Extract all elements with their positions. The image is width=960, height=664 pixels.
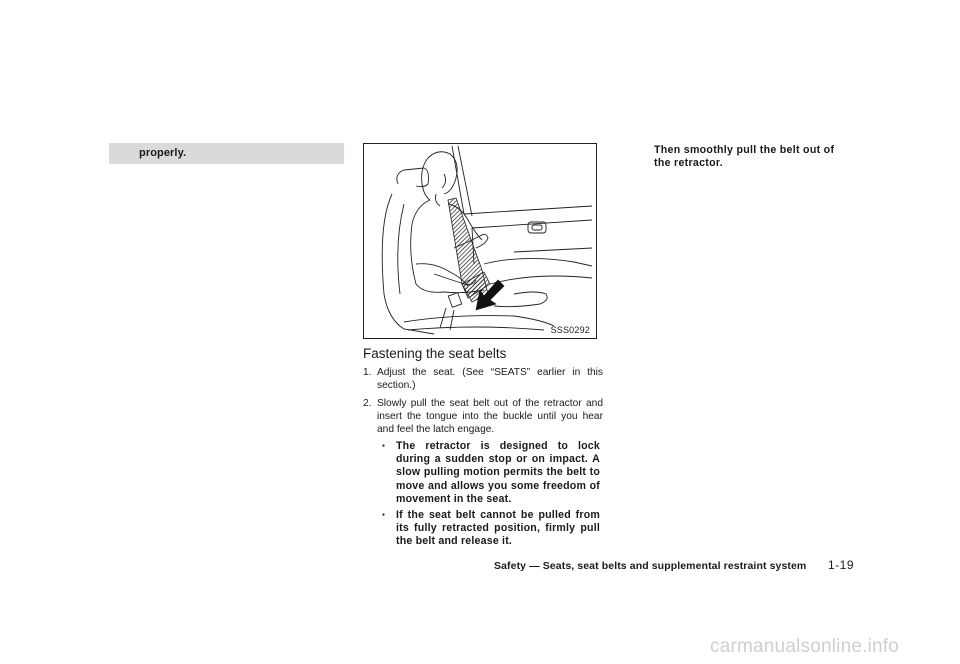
continued-instruction: [640, 144, 852, 170]
step-number: 2.: [363, 398, 372, 409]
bullet-item: [378, 440, 600, 506]
step-text: Slowly pull the seat belt out of the retractor and insert the tongue into the buckle until you hear and feel the latch engage.: [377, 398, 603, 435]
bullet-text: The retractor is designed to lock during a sudden stop or on impact. A slow pulling motion permits the belt to move and allows you some freedom of movement in the seat.: [396, 440, 600, 505]
step-1: [363, 366, 603, 392]
continued-instruction-text: Then smoothly pull the belt out of the retractor.: [654, 144, 835, 169]
step-number: 1.: [363, 367, 372, 378]
bullet-item: [378, 509, 600, 549]
bullet-dot-icon: ●: [382, 443, 386, 449]
footer-section-title: Safety — Seats, seat belts and supplemental restraint system: [494, 560, 807, 572]
bullet-text: If the seat belt cannot be pulled from its fully retracted position, firmly pull the belt and release it.: [396, 509, 600, 548]
page-number: 1-19: [828, 558, 855, 572]
seat-belt-drawing: [364, 144, 596, 338]
figure-code: SSS0292: [550, 325, 590, 335]
step-2: [363, 397, 603, 436]
watermark: carmanualsonline.info: [710, 636, 900, 657]
seat-belt-illustration: [363, 143, 597, 339]
section-title: Fastening the seat belts: [363, 346, 507, 361]
continued-text: properly.: [139, 147, 187, 159]
step-text: Adjust the seat. (See “SEATS” earlier in this section.): [377, 367, 603, 391]
continued-text-band: [109, 143, 344, 164]
bullet-dot-icon: ●: [382, 512, 386, 518]
